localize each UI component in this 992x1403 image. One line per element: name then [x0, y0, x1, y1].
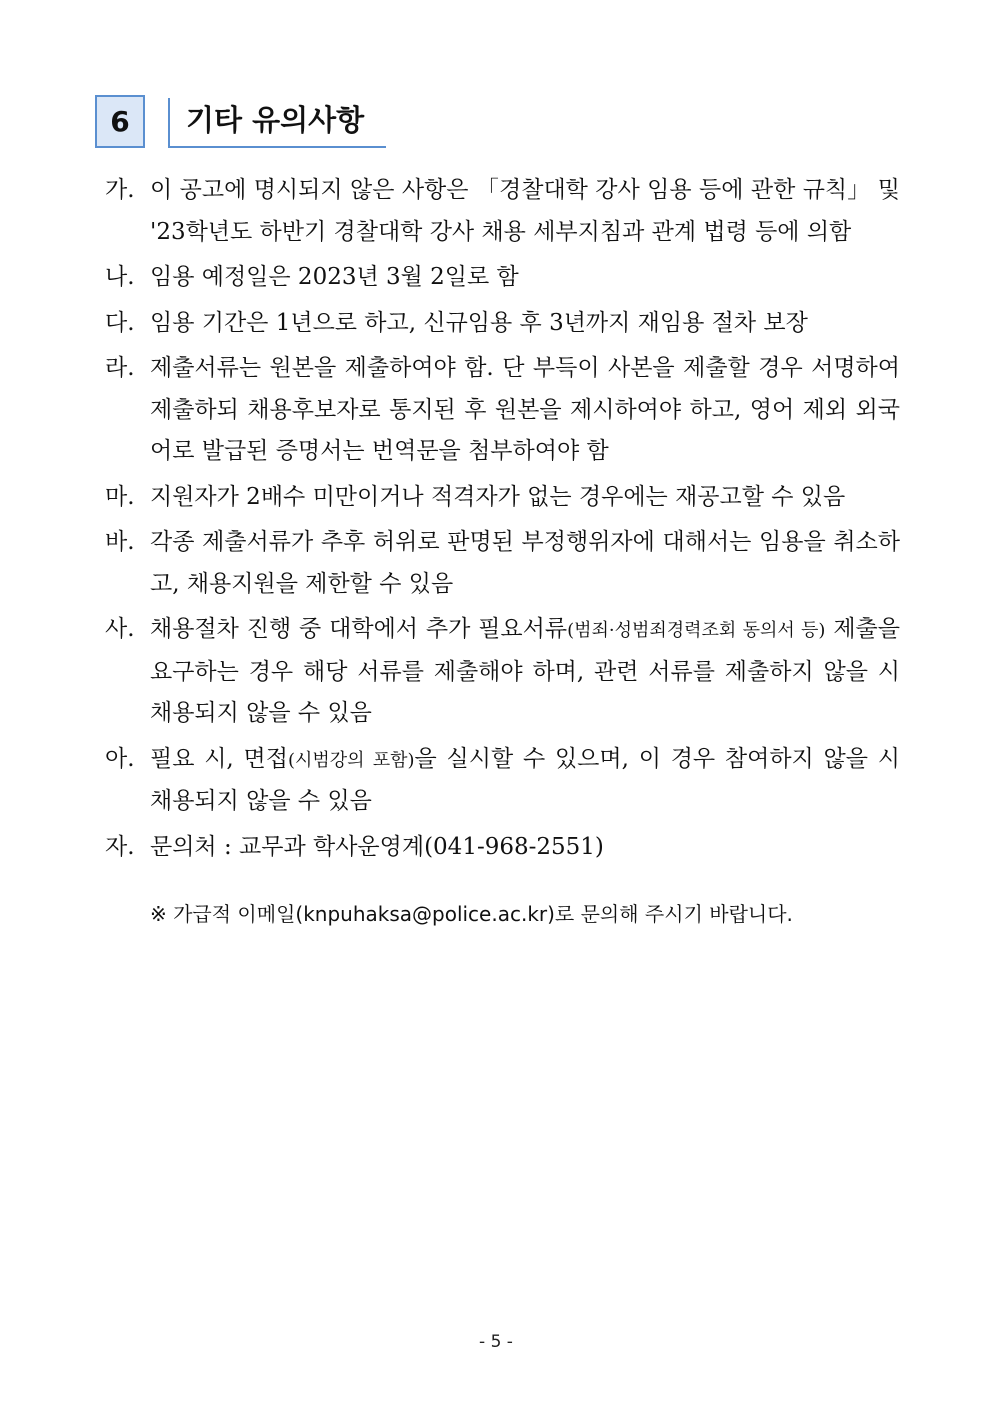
item-marker: 라. [105, 355, 135, 381]
item-text: 임용 예정일은 2023년 3월 2일로 함 [150, 264, 519, 290]
item-text [150, 609, 900, 735]
item-marker: 나. [105, 264, 135, 290]
item-text: 각종 제출서류가 추후 허위로 판명된 부정행위자에 대해서는 임용을 취소하고, 채용지원을 제한할 수 있음 [150, 529, 900, 597]
item-text-part: 채용절차 진행 중 대학에서 추가 필요서류 [150, 616, 568, 642]
section-number: 6 [95, 95, 145, 148]
item-text: 제출서류는 원본을 제출하여야 함. 단 부득이 사본을 제출할 경우 서명하여 제출하되 채용후보자로 통지된 후 원본을 제시하여야 하고, 영어 제외 외국어로 발급된 증명서는 번역문을 첨부하여야 함 [150, 355, 900, 464]
item-marker: 바. [105, 529, 135, 555]
item-marker: 다. [105, 309, 135, 336]
item-marker: 자. [105, 833, 135, 860]
list-item [105, 739, 900, 823]
item-text-part: 을 실시할 수 있으며, 이 경우 참여하지 않을 시 채용되지 않을 수 있음 [150, 745, 900, 814]
item-text-parenthetical: (범죄·성범죄경력조회 동의서 등) [567, 620, 826, 641]
section-title: 기타 유의사항 [168, 98, 386, 148]
item-marker: 마. [105, 483, 135, 510]
list-item [105, 609, 900, 735]
list-item [105, 827, 900, 869]
list-item [105, 170, 900, 253]
item-text: 문의처 : 교무과 학사운영계(041-968-2551) [150, 833, 604, 860]
item-text: 지원자가 2배수 미만이거나 적격자가 없는 경우에는 재공고할 수 있음 [150, 483, 846, 510]
item-text: 임용 기간은 1년으로 하고, 신규임용 후 3년까지 재임용 절차 보장 [150, 309, 808, 336]
item-marker: 가. [105, 177, 135, 203]
item-text [150, 739, 900, 823]
item-text-parenthetical: (시범강의 포함) [287, 749, 415, 771]
list-item [105, 522, 900, 605]
item-marker: 사. [105, 616, 135, 642]
list-item [105, 348, 900, 473]
list-item [105, 477, 900, 519]
notice-list [105, 170, 900, 872]
item-text: 이 공고에 명시되지 않은 사항은 「경찰대학 강사 임용 등에 관한 규칙」 및 '23학년도 하반기 경찰대학 강사 채용 세부지침과 관계 법령 등에 의함 [150, 177, 900, 245]
page-number: - 5 - [479, 1332, 513, 1352]
item-text-part: 제출을 요구하는 경우 해당 서류를 제출해야 하며, 관련 서류를 제출하지 않을 시 채용되지 않을 수 있음 [150, 616, 900, 726]
list-item [105, 303, 900, 345]
list-item [105, 257, 900, 299]
contact-note: ※ 가급적 이메일(knpuhaksa@police.ac.kr)로 문의해 주시기 바랍니다. [150, 902, 793, 926]
item-text-part: 필요 시, 면접 [150, 745, 288, 772]
item-marker: 아. [105, 745, 135, 772]
